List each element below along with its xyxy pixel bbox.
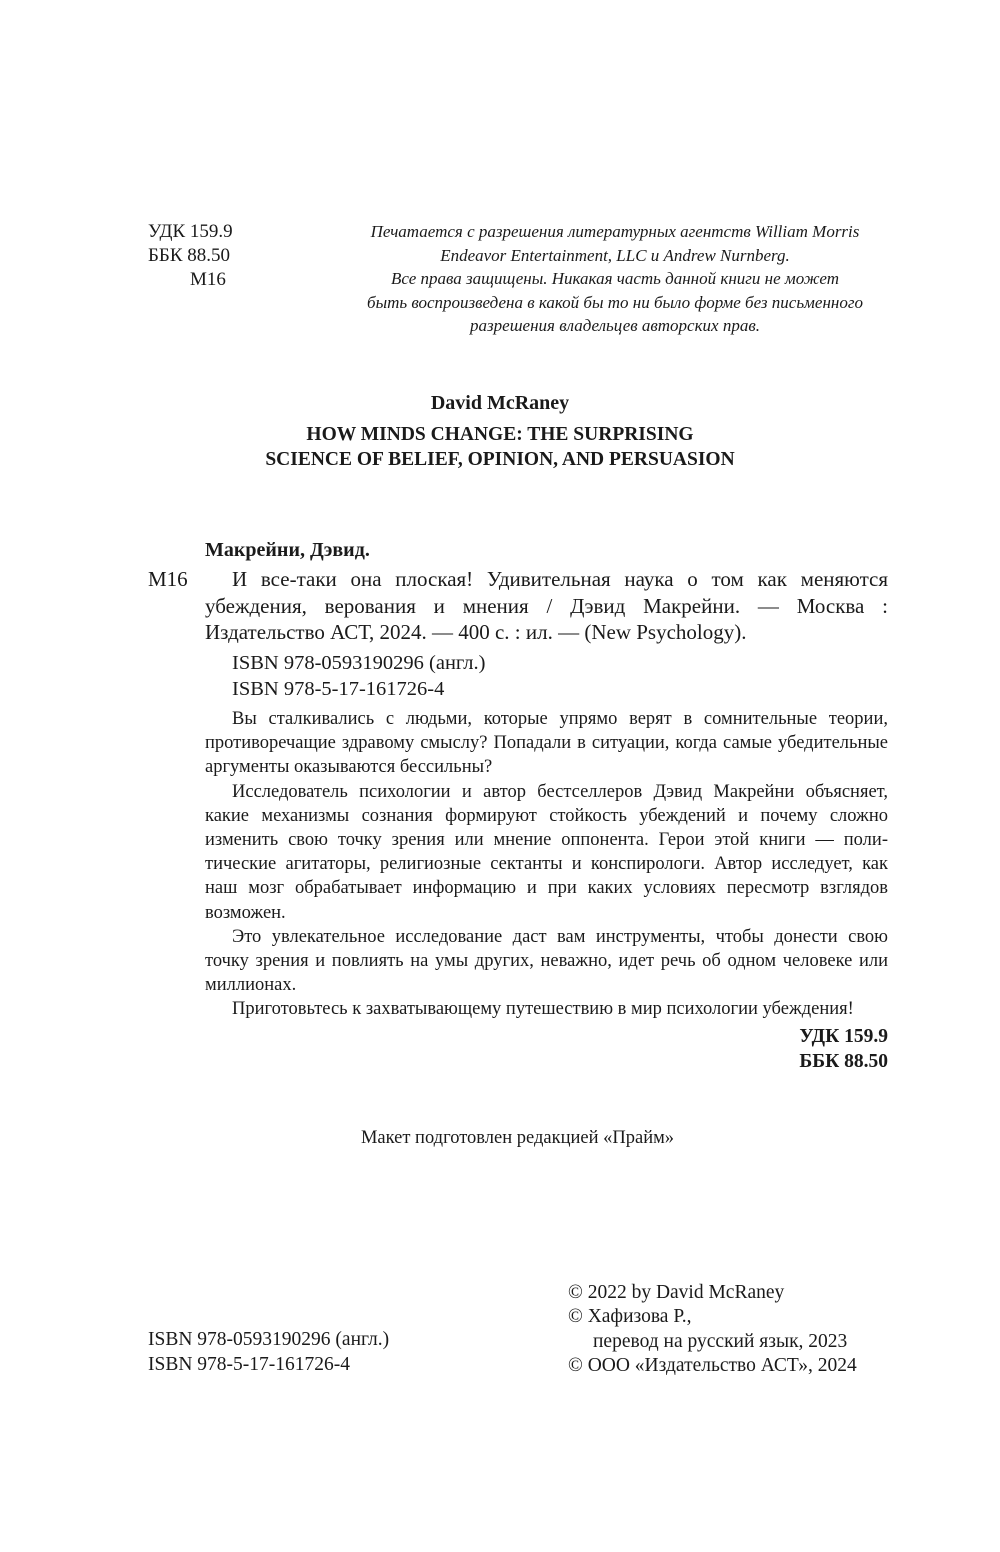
author-sign: М16 <box>190 269 226 290</box>
original-author: David McRaney <box>430 392 570 414</box>
copyright-block <box>568 1281 857 1378</box>
annotation-paragraph: Вы сталкивались с людьми, которые упрямо верят в сомнительные теории, противоречащие здравому смыслу? Попадали в ситуации, когда самые убедительные аргументы оказываются бессильны? <box>205 709 888 778</box>
copyright-line: © 2022 by David McRaney <box>568 1282 785 1303</box>
copyright-line: © Хафизова Р., <box>568 1306 692 1328</box>
udk-code: УДК 159.9 <box>799 1026 888 1047</box>
license-line: Все права защищены. Никакая часть данной книги не может <box>391 269 839 288</box>
license-line: Печатается с разрешения литературных агентств William Morris <box>370 222 860 241</box>
copyright-line: © ООО «Издательство АСТ», 2024 <box>568 1354 857 1376</box>
copyright-line: перевод на русский язык, 2023 <box>593 1330 848 1352</box>
catalog-card-author: Макрейни, Дэвид. <box>205 539 370 561</box>
classification-block <box>148 220 233 292</box>
bbk-code: ББК 88.50 <box>799 1051 888 1072</box>
catalog-card-description: И все-таки она плоская! Удивительная наука о том как меняются убеждения, верования и мнения / Дэвид Макрейни. — Москва : Издательство АСТ, 2024. — 400 с. : ил. — (New Psychology). <box>205 567 888 644</box>
license-line: быть воспроизведена в какой бы то ни было форме без письменного <box>367 292 863 312</box>
catalog-card-code: М16 <box>148 567 188 591</box>
isbn-line: ISBN 978-5-17-161726-4 <box>148 1353 351 1375</box>
annotation <box>205 707 888 1022</box>
license-notice <box>350 220 880 338</box>
license-line: разрешения владельцев авторских прав. <box>470 316 760 335</box>
layout-note: Макет подготовлен редакцией «Прайм» <box>360 1128 675 1148</box>
isbn-block <box>148 1328 389 1377</box>
bbk-code: ББК 88.50 <box>148 245 230 266</box>
license-line: Endeavor Entertainment, LLC и Andrew Nurnberg. <box>440 245 790 265</box>
annotation-paragraph: Исследователь психологии и автор бестселлеров Дэвид Макрейни объясняет, какие механизмы сознания формируют стойкость убеждений и почему сложно изменить свою точку зрения или мнение оппонента. Герои этой книги — политические агитаторы, религиозные сектанты и конспирологи. Автор исследует, как наш мозг обрабатывает информацию и при каких условиях пересмотр взглядов возможен. <box>205 781 888 923</box>
isbn-line: ISBN 978-0593190296 (англ.) <box>232 652 486 674</box>
original-title-line: SCIENCE OF BELIEF, OPINION, AND PERSUASION <box>265 449 735 470</box>
original-title-line: HOW MINDS CHANGE: THE SURPRISING <box>306 424 694 445</box>
classification-codes-right <box>600 1024 888 1074</box>
isbn-line: ISBN 978-0593190296 (англ.) <box>148 1329 390 1350</box>
catalog-card-isbn <box>232 650 485 702</box>
original-title <box>0 422 1000 472</box>
annotation-paragraph: Это увлекательное исследование даст вам инструменты, чтобы донести свою точку зрения и повлиять на умы других, неважно, идет речь об одном человеке или миллионах. <box>205 926 888 996</box>
annotation-paragraph: Приготовьтесь к захватывающему путешествию в мир психологии убеждения! <box>232 999 854 1020</box>
udk-code: УДК 159.9 <box>148 221 233 242</box>
isbn-line: ISBN 978-5-17-161726-4 <box>232 678 445 700</box>
